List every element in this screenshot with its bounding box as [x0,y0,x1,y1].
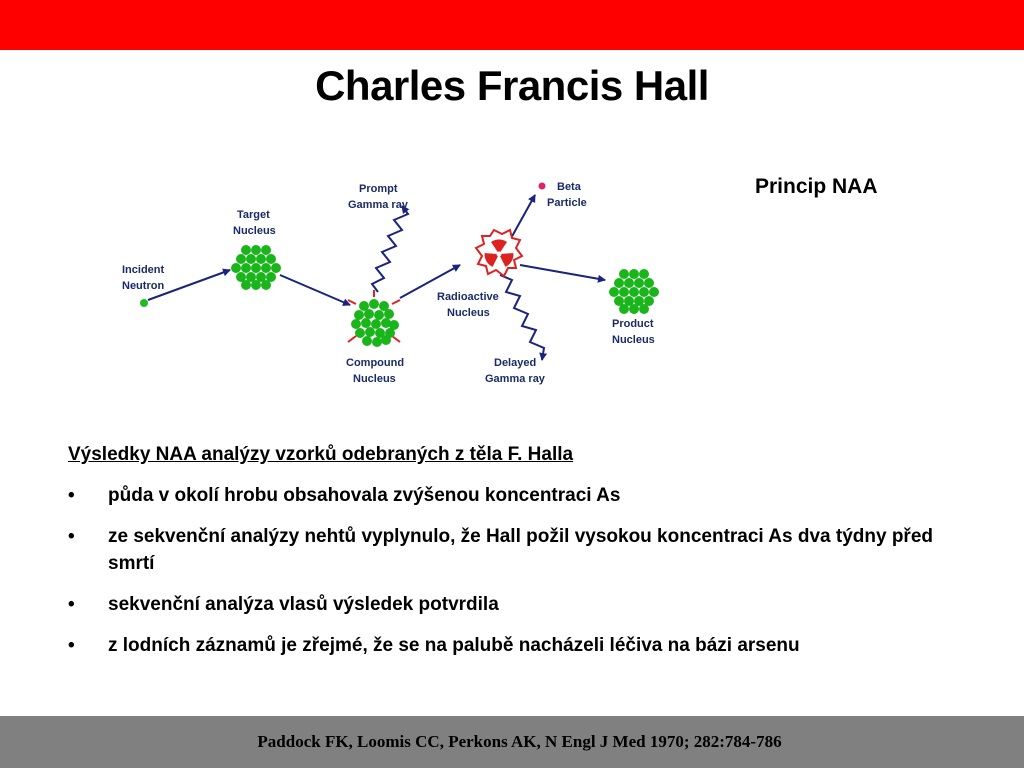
radioactive-nucleus [476,230,522,276]
label-delayed-line1: Delayed [494,357,537,369]
footer-bar [0,716,1024,768]
citation: Paddock FK, Loomis CC, Perkons AK, N Engl J Med 1970; 282:784-786 [257,732,782,751]
list-item-text: z lodních záznamů je zřejmé, že se na palubě nacházeli léčiva na bázi arsenu [108,635,800,656]
label-compound-line1: Compound [346,357,405,369]
product-nucleus [609,269,659,314]
bullet-icon: • [68,635,75,656]
bullet-icon: • [68,526,75,547]
label-compound-line2: Nucleus [353,373,396,385]
label-target-line2: Nucleus [233,225,276,237]
bullet-icon: • [68,594,75,615]
bullet-icon: • [68,485,75,506]
label-delayed-line2: Gamma ray [485,373,545,385]
label-target-line1: Target [237,209,270,221]
list-item [68,632,938,659]
list-item-text: půda v okolí hrobu obsahovala zvýšenou koncentraci As [108,485,621,506]
top-red-bar [0,0,1024,50]
label-incident-line2: Neutron [122,280,165,292]
label-prompt-line2: Gamma ray [348,199,408,211]
label-beta-line1: Beta [557,181,581,193]
label-radioactive-line2: Nucleus [447,307,490,319]
results-heading: Výsledky NAA analýzy vzorků odebraných z těla F. Halla [68,444,574,465]
label-radioactive-line1: Radioactive [437,291,499,303]
label-incident-line1: Incident [122,264,165,276]
label-product-line2: Nucleus [612,334,655,346]
delayed-gamma-wave [500,275,544,360]
list-item [68,482,938,509]
incident-neutron [140,299,148,307]
list-item-text: ze sekvenční analýzy nehtů vyplynulo, že Hall požil vysokou koncentraci As dva týdny před smrtí [108,526,933,574]
arrow-target-to-compound [280,275,350,305]
target-nucleus [231,245,281,290]
list-item [68,523,938,577]
label-prompt-line1: Prompt [359,183,398,195]
diagram-caption: Princip NAA [755,175,878,198]
beta-particle [539,183,546,190]
compound-nucleus [348,290,400,347]
results-list [68,482,938,673]
label-beta-line2: Particle [547,197,587,209]
naa-diagram [110,170,670,395]
prompt-gamma-wave [372,206,408,292]
list-item [68,591,938,618]
list-item-text: sekvenční analýza vlasů výsledek potvrdila [108,594,499,615]
arrow-radioactive-to-product [520,265,605,280]
slide-title: Charles Francis Hall [315,62,709,109]
arrow-radioactive-to-beta [510,195,535,240]
label-product-line1: Product [612,318,654,330]
